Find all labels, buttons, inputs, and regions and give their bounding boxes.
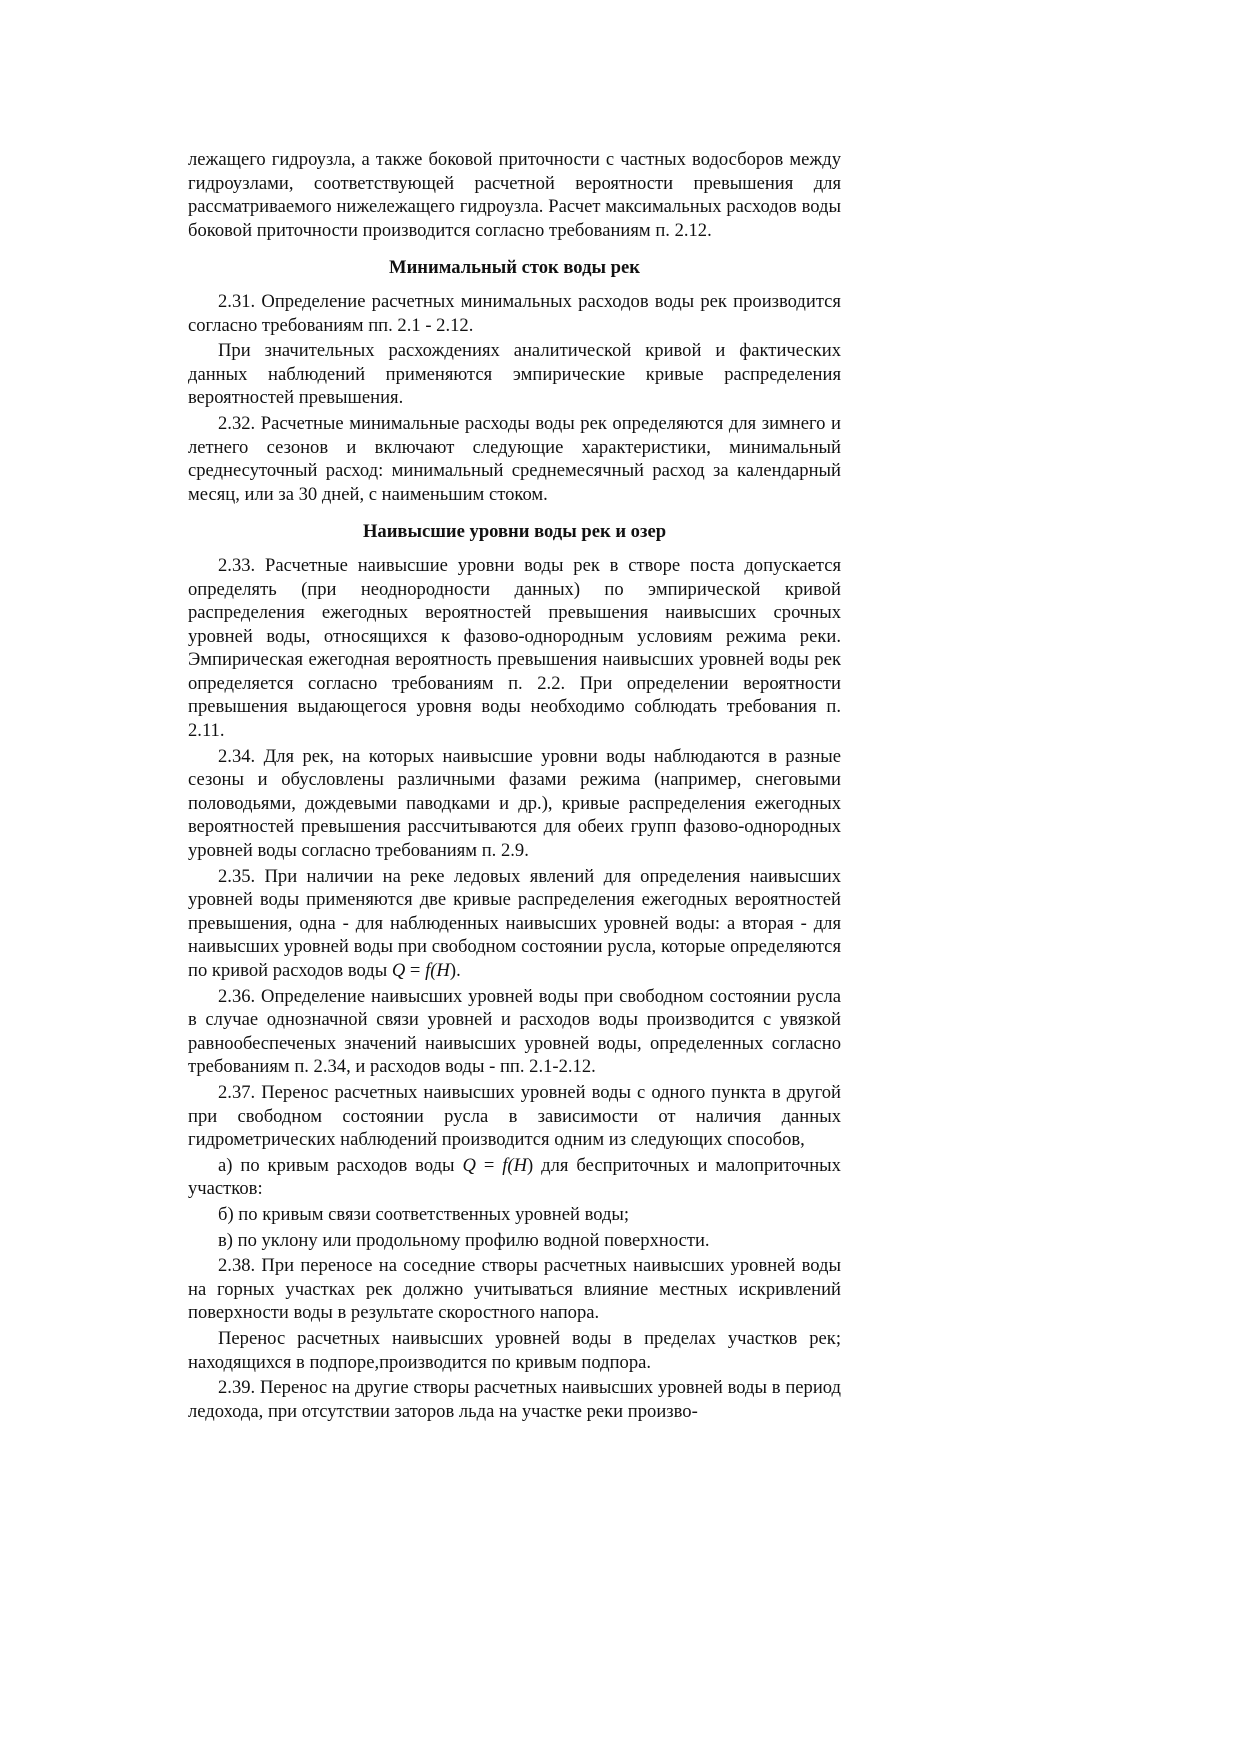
body-paragraph [188,1203,841,1227]
paragraph-text: 2.34. Для рек, на которых наивысшие уровни воды наблюдаются в разные сезоны и обусловлены различными фазами режима (например, снеговыми половодьями, дождевыми паводками и др.), кривые распределения ежегодных вероятностей превышения рассчитываются для обеих групп фазово-однородных уровней воды согласно требованиям п. 2.9. [188,745,841,862]
paragraph-text: 2.37. Перенос расчетных наивысших уровней воды с одного пункта в другой при свободном состоянии русла в зависимости от наличия данных гидрометрических наблюдений производится одним из следующих способов, [188,1081,841,1151]
paragraph-text: б) по кривым связи соответственных уровней воды; [218,1203,630,1225]
paragraph-text: а) по кривым расходов воды [218,1154,463,1176]
formula-text: f(H [502,1154,528,1176]
body-paragraph [188,554,841,743]
body-paragraph [188,745,841,863]
paragraph-text: = [405,960,426,981]
body-paragraph [188,339,841,410]
body-paragraph [188,290,841,337]
paragraph-text: 2.39. Перенос на другие створы расчетных наивысших уровней воды в период ледохода, при отсутствии заторов льда на участке реки произво- [188,1377,841,1422]
formula-text: f(H [425,960,450,981]
body-paragraph [188,1081,841,1152]
body-paragraph [188,148,841,242]
formula-text: Q [391,960,406,981]
paragraph-text: ) для бесприточных и малоприточных участков: [188,1154,841,1200]
paragraph-text: 2.32. Расчетные минимальные расходы воды рек определяются для зимнего и летнего сезонов и включают следующие характеристики, минимальный среднесуточный расход: минимальный среднемесячный расход за календарный месяц, или за 30 дней, с наименьшим стоком. [188,412,841,505]
paragraph-text: лежащего гидроузла, а также боковой приточности с частных водосборов между гидроузлами, соответствующей расчетной вероятности превышения для рассматриваемого нижележащего гидроузла. Расчет максимальных расходов воды боковой приточности производится согласно требованиям п. 2.12. [188,149,841,241]
paragraph-text: Перенос расчетных наивысших уровней воды в пределах участков рек; находящихся в подпоре,производится по кривым подпора. [188,1327,841,1373]
body-paragraph [188,1376,841,1423]
paragraph-text: 2.36. Определение наивысших уровней воды при свободном состоянии русла в случае однозначной связи уровней и расходов воды производится с увязкой равнообеспеченых значений наивысших уровней воды, определенных согласно требованиям п. 2.34, и расходов воды - пп. 2.1-2.12. [188,985,841,1078]
paragraph-text: 2.31. Определение расчетных минимальных расходов воды рек производится согласно требованиям пп. 2.1 - 2.12. [188,290,841,336]
section-heading: Наивысшие уровни воды рек и озер [362,521,667,543]
paragraph-text: 2.38. При переносе на соседние створы расчетных наивысших уровней воды на горных участках рек должно учитываться влияние местных искривлений поверхности воды в результате скоростного напора. [188,1255,841,1324]
paragraph-text: 2.35. При наличии на реке ледовых явлений для определения наивысших уровней воды применяются две кривые распределения ежегодных вероятностей превышения, одна - для наблюденных наивысших уровней воды: а вторая - для наивысших уровней воды при свободном состоянии русла, которые определяются по кривой расходов воды [188,865,841,981]
formula-text: Q [462,1154,476,1176]
paragraph-text: в) по уклону или продольному профилю водной поверхности. [218,1229,710,1251]
section-heading: Минимальный сток воды рек [389,257,640,279]
paragraph-text: ). [449,960,461,981]
paragraph-text: При значительных расхождениях аналитической кривой и фактических данных наблюдений применяются эмпирические кривые распределения вероятностей превышения. [188,340,841,409]
paragraph-text: = [475,1154,503,1176]
body-paragraph [188,865,841,983]
paragraph-text: 2.33. Расчетные наивысшие уровни воды рек в створе поста допускается определять (при неоднородности данных) по эмпирической кривой распределения ежегодных вероятностей превышения наивысших срочных уровней воды, относящихся к фазово-однородным условиям режима реки. Эмпирическая ежегодная вероятность превышения наивысших уровней воды рек определяется согласно требованиям п. 2.2. При определении вероятности превышения выдающегося уровня воды необходимо соблюдать требования п. 2.11. [188,554,841,742]
body-paragraph [188,1229,841,1253]
body-paragraph [188,1327,841,1374]
body-paragraph [188,1154,841,1201]
body-paragraph [188,412,841,506]
body-paragraph [188,1254,841,1325]
body-paragraph [188,985,841,1079]
document-page [188,148,841,1423]
